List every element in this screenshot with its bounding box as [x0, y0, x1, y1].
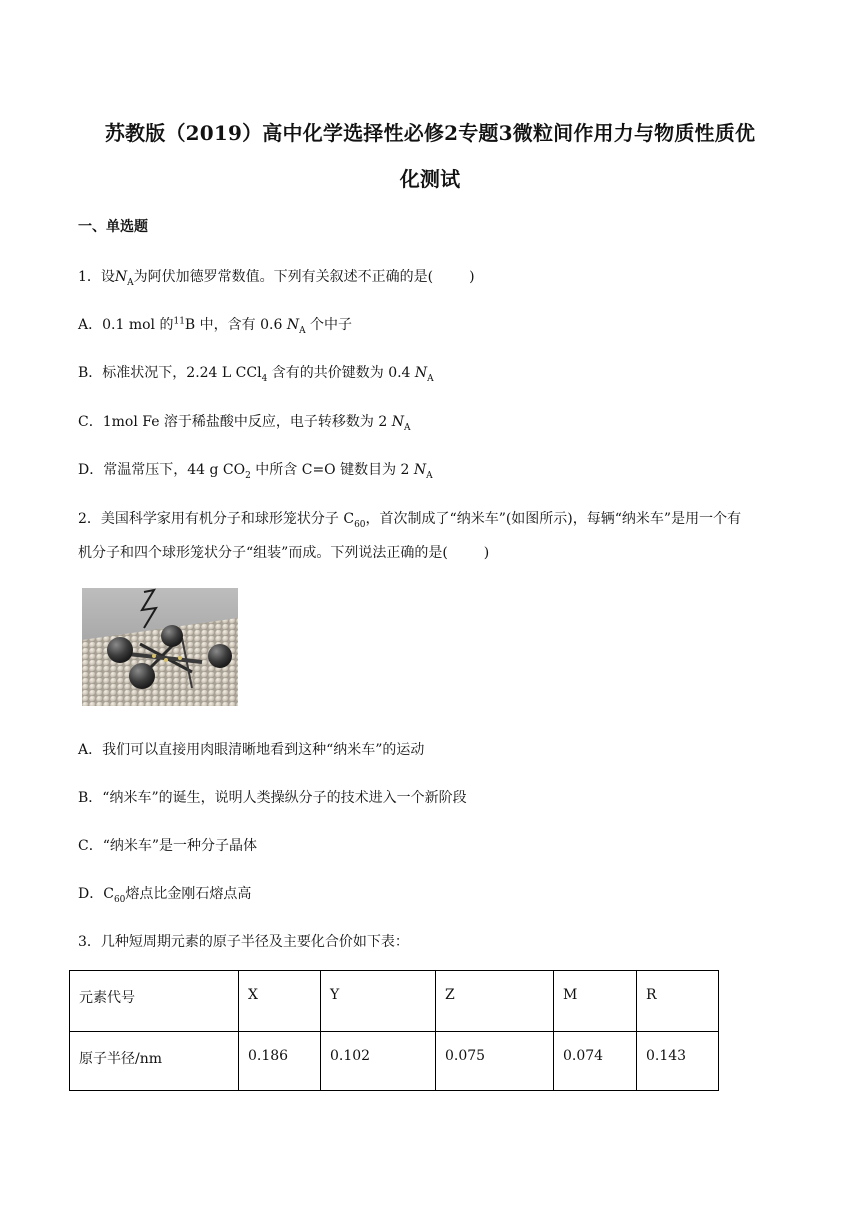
option-text: 含有的共价键数为 0.4: [271, 365, 411, 381]
table-cell: 0.186: [239, 1032, 321, 1091]
formula-subscript: 2: [245, 470, 251, 481]
option-text: B．标准状况下，2.24 L CCl: [78, 365, 262, 381]
question-1-option-a: [78, 314, 352, 334]
na-symbol: N: [414, 365, 428, 381]
stem-text: 为阿伏加德罗常数值。下列有关叙述不正确的是(: [133, 269, 434, 285]
question-1-option-b: [78, 362, 434, 382]
closing-paren: ): [483, 545, 490, 561]
question-3-stem: 3．几种短周期元素的原子半径及主要化合价如下表：: [78, 934, 409, 950]
question-2-option-c: C．“纳米车”是一种分子晶体: [78, 838, 258, 854]
table-cell: 原子半径/nm: [70, 1032, 239, 1091]
question-2-option-a: A．我们可以直接用肉眼清晰地看到这种“纳米车”的运动: [78, 742, 425, 758]
table-cell: 0.075: [436, 1032, 554, 1091]
stem-text: 设: [100, 269, 115, 285]
table-cell: Z: [436, 971, 554, 1032]
formula-subscript: 60: [354, 519, 366, 530]
question-2-stem-line-2: [78, 542, 489, 562]
na-symbol: N: [114, 269, 128, 285]
element-table: [69, 970, 719, 1091]
formula-subscript: 60: [113, 894, 126, 905]
mass-number-superscript: 11: [173, 316, 185, 327]
option-text: 个中子: [310, 317, 353, 333]
table-row: [70, 1032, 719, 1091]
table-cell: R: [637, 971, 719, 1032]
question-1-stem: [78, 266, 475, 286]
table-cell: 0.102: [321, 1032, 436, 1091]
na-subscript: A: [427, 373, 434, 384]
option-text: A．0.1 mol 的: [78, 317, 174, 333]
document-title-line-2: 化测试: [399, 167, 461, 191]
question-2-option-b: B．“纳米车”的诞生，说明人类操纵分子的技术进入一个新阶段: [78, 790, 467, 806]
na-subscript: A: [299, 325, 306, 336]
formula-subscript: 4: [261, 373, 268, 384]
table-cell: X: [239, 971, 321, 1032]
nanocar-image: [82, 588, 238, 706]
na-subscript: A: [426, 470, 433, 481]
question-number: 1．: [78, 269, 101, 285]
stem-text: 机分子和四个球形笼状分子“组装”而成。下列说法正确的是(: [78, 545, 448, 561]
na-subscript: A: [404, 422, 411, 433]
table-cell: 元素代号: [70, 971, 239, 1032]
question-1-option-d: [78, 459, 433, 479]
document-title-line-1: 苏教版（2019）高中化学选择性必修2专题3微粒间作用力与物质性质优: [104, 121, 756, 145]
table-cell: Y: [321, 971, 436, 1032]
na-symbol: N: [286, 317, 300, 333]
stem-text: ，首次制成了“纳米车”(如图所示)，每辆“纳米车”是用一个有: [365, 511, 742, 527]
na-symbol: N: [413, 462, 427, 478]
question-2-option-d: [78, 883, 251, 903]
question-2-stem-line-1: [78, 508, 741, 528]
table-cell: 0.143: [637, 1032, 719, 1091]
table-header-row: [70, 971, 719, 1032]
table-cell: M: [554, 971, 637, 1032]
question-1-option-c: [78, 411, 411, 431]
option-text: D．C: [78, 886, 114, 902]
option-text: 熔点比金刚石熔点高: [125, 886, 252, 902]
stem-text: 2．美国科学家用有机分子和球形笼状分子 C: [78, 511, 355, 527]
table-cell: 0.074: [554, 1032, 637, 1091]
option-text: 中所含 C=O 键数目为 2: [255, 462, 410, 478]
option-text: B 中，含有 0.6: [184, 317, 283, 333]
na-subscript: A: [127, 277, 134, 288]
section-heading: 一、单选题: [78, 219, 148, 235]
option-text: D．常温常压下，44 g CO: [78, 462, 246, 478]
closing-paren: ): [469, 269, 475, 285]
na-symbol: N: [391, 414, 404, 430]
option-text: C．1mol Fe 溶于稀盐酸中反应，电子转移数为 2: [78, 414, 388, 430]
